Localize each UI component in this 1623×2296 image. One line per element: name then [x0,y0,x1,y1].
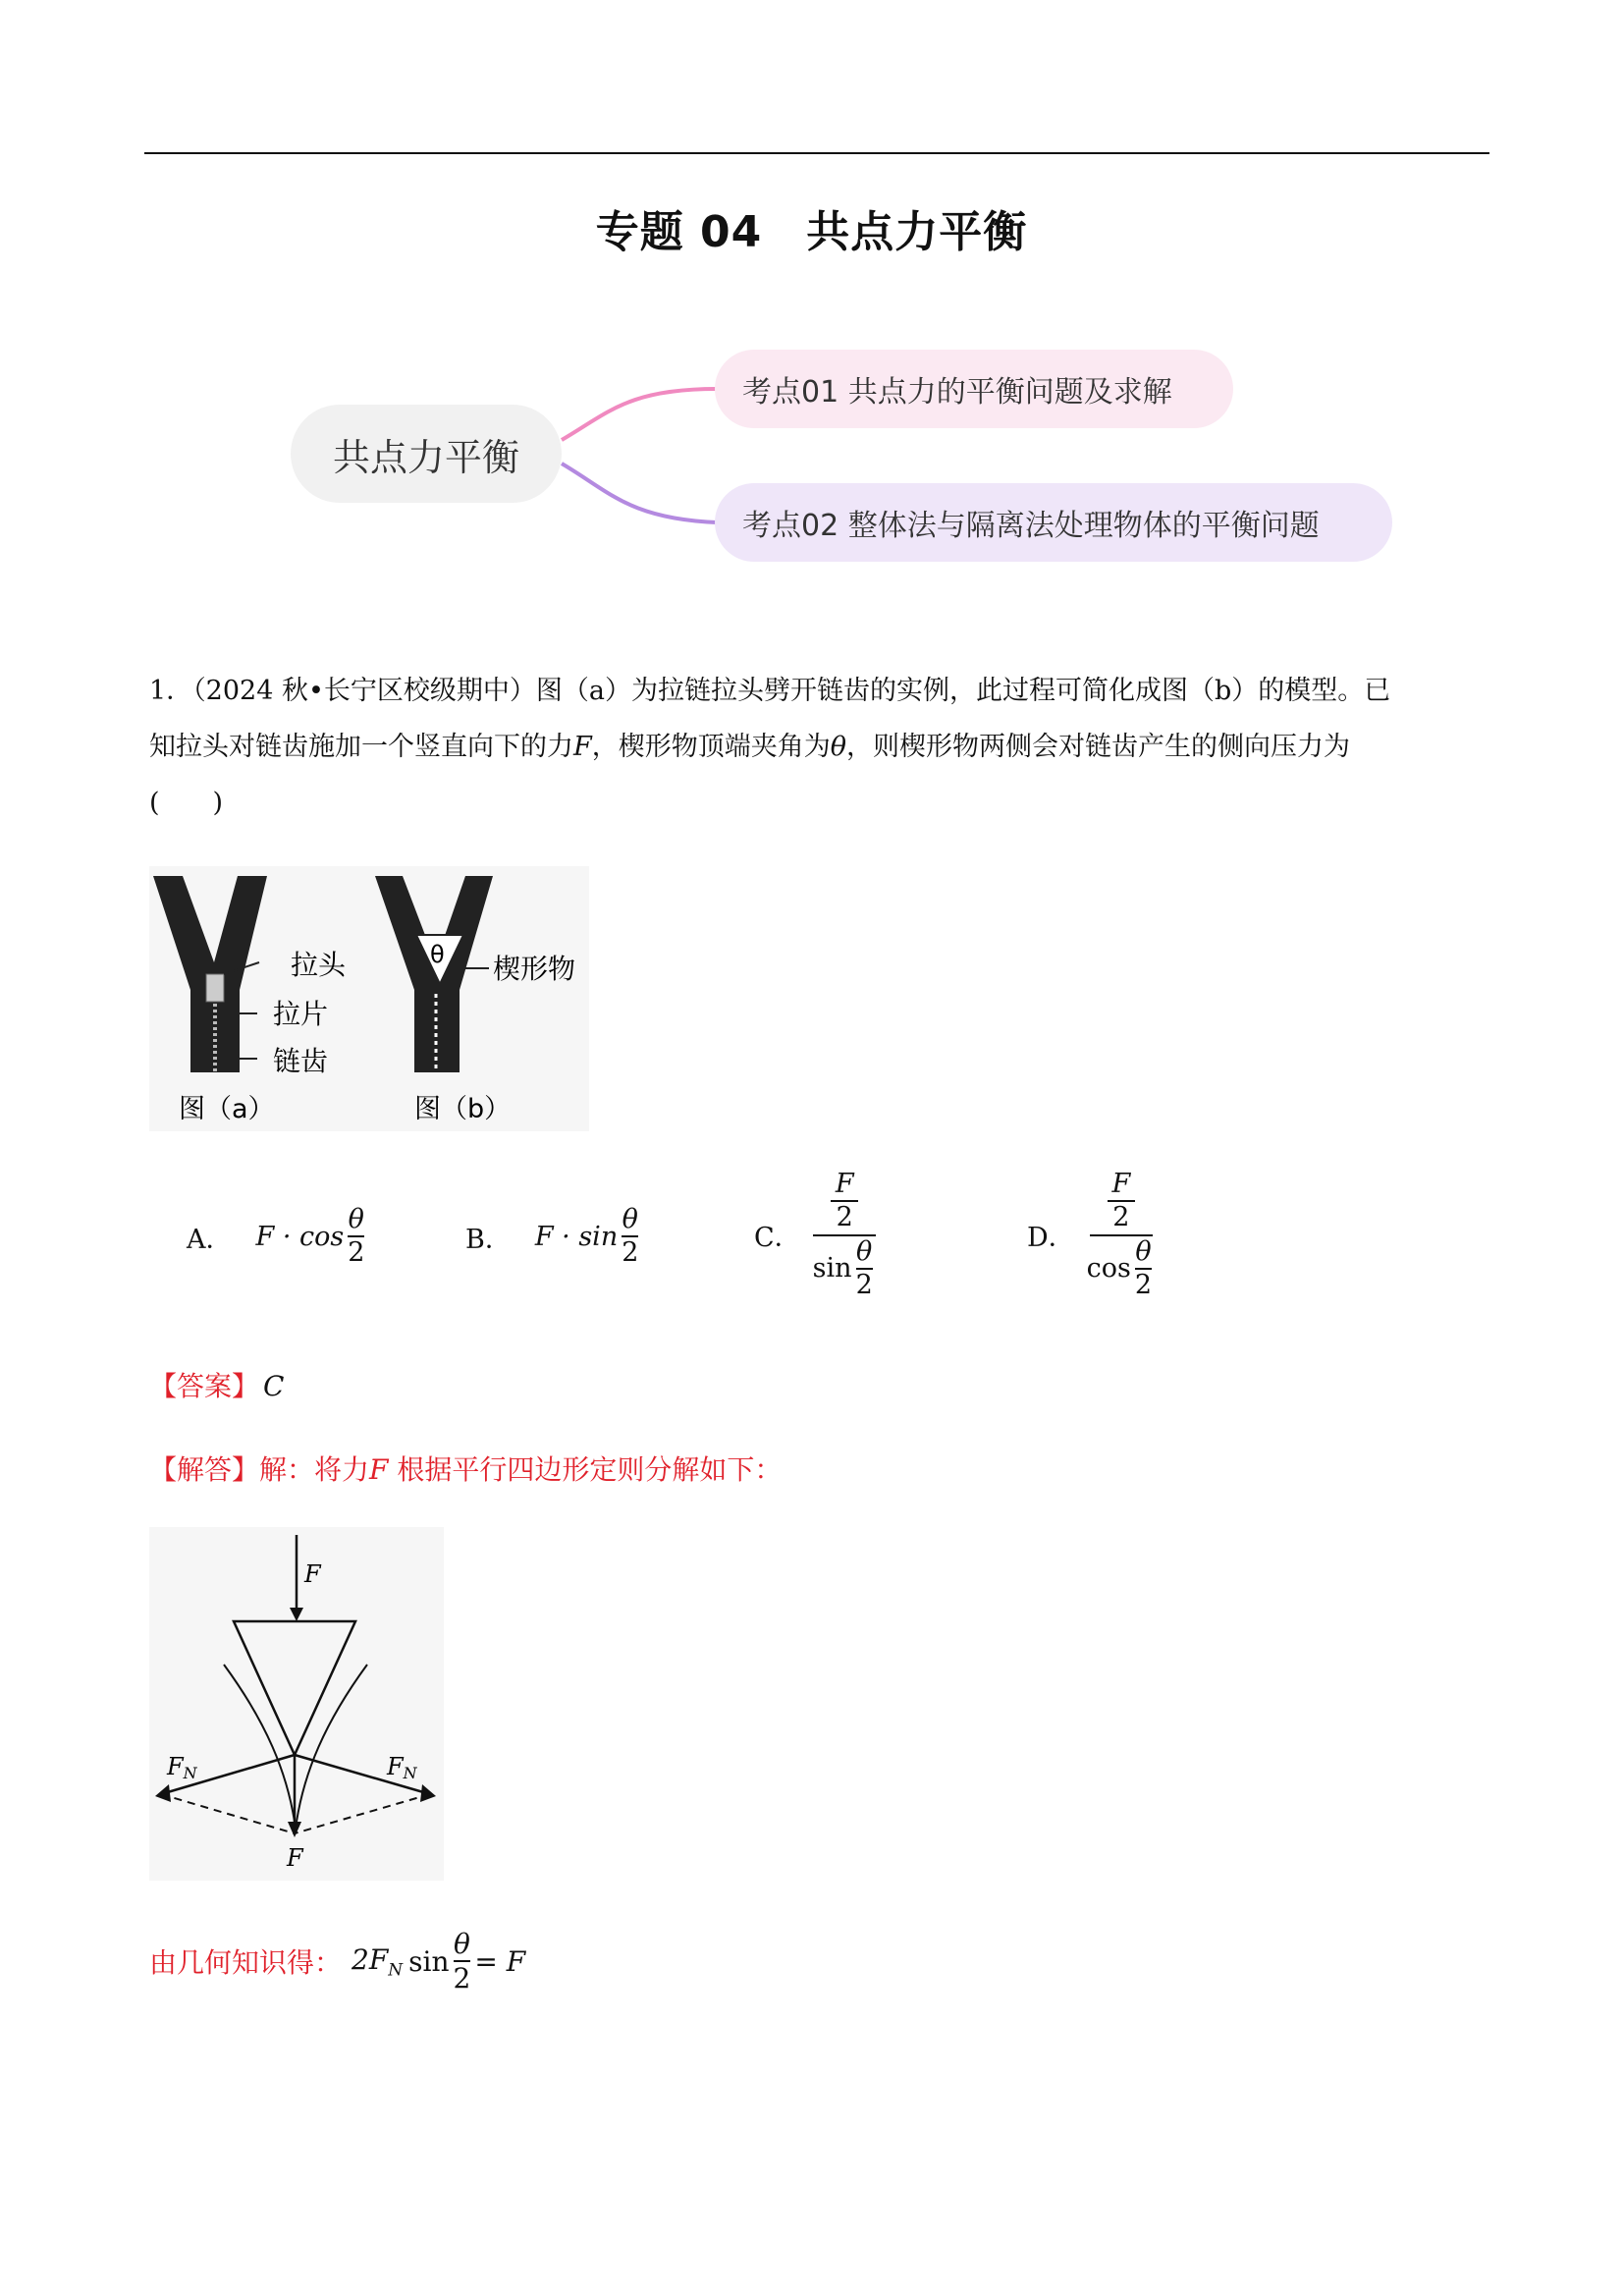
page-title: 专题 04 共点力平衡 [595,207,1028,257]
zipper-figure [149,866,589,1131]
option-b: B． F · sin $\frac{\theta}{2}$ [465,1204,639,1269]
caption-b: 图（b） [414,1094,512,1124]
caption-a: 图（a） [179,1094,275,1124]
option-d: D． $\frac{F}{2}$ cos $\frac{\theta}{2}$ [1027,1169,1153,1301]
question-line-3: ( ) [149,788,224,818]
force-diagram [149,1527,444,1881]
mindmap-root: 共点力平衡 [291,405,562,503]
mindmap-node-02: 考点02 整体法与隔离法处理物体的平衡问题 [715,483,1392,562]
geometry-equation: 由几何知识得： $2F_N$ sin $\frac{\theta}{2}$ = F [149,1928,526,1995]
solution: 【解答】解：将力F 根据平行四边形定则分解如下： [149,1453,783,1486]
question-1 [149,663,1494,831]
answer: 【答案】 C [149,1370,285,1402]
label-F-top: F [304,1560,321,1588]
label-FN-left: FN [167,1753,197,1782]
label-lapian: 拉片 [273,998,329,1030]
label-F-bottom: F [287,1844,303,1872]
question-line-1: 1．（2024 秋•长宁区校级期中）图（a）为拉链拉头劈开链齿的实例，此过程可简化成图（b）的模型。已 [149,676,1391,706]
mindmap-node-01: 考点01 共点力的平衡问题及求解 [715,350,1233,428]
question-line-2: 知拉头对链齿施加一个竖直向下的力F，楔形物顶端夹角为θ，则楔形物两侧会对链齿产生的侧向压力为 [149,732,1350,762]
label-latou: 拉头 [291,949,347,981]
option-c: C． $\frac{F}{2}$ sin $\frac{\theta}{2}$ [754,1171,881,1299]
option-a: A． F · cos $\frac{\theta}{2}$ [187,1204,365,1269]
mindmap-connectors [550,373,727,540]
label-theta: θ [430,941,445,968]
label-lianchi: 链齿 [273,1045,329,1077]
header-rule [144,152,1489,154]
label-FN-right: FN [387,1753,417,1782]
label-wedge: 楔形物 [493,953,576,985]
